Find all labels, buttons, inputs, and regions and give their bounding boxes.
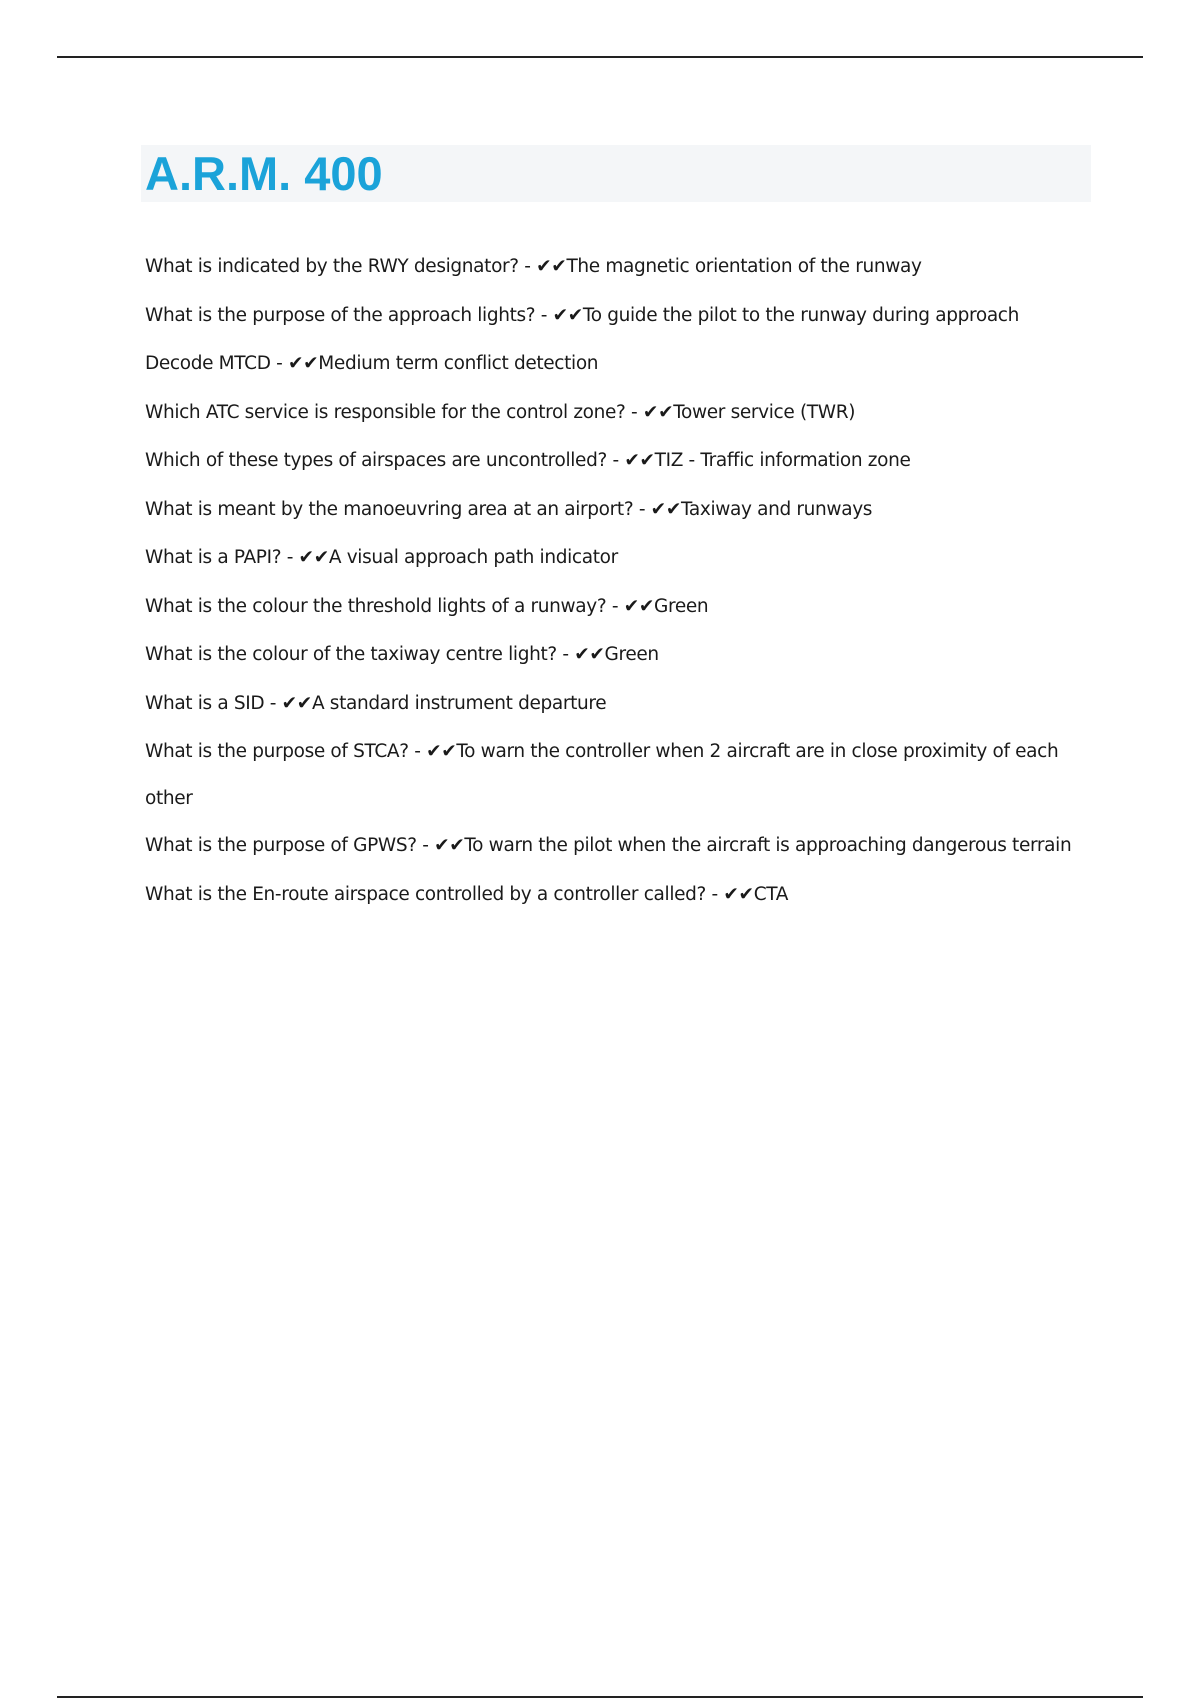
qa-item: What is the purpose of the approach lights? - ✔✔To guide the pilot to the runway during approach bbox=[145, 304, 1020, 326]
qa-list bbox=[145, 243, 1095, 919]
document-title: A.R.M. 400 bbox=[145, 147, 383, 200]
qa-item: What is meant by the manoeuvring area at an airport? - ✔✔Taxiway and runways bbox=[145, 498, 873, 520]
title-band bbox=[141, 145, 1091, 202]
qa-item: Which of these types of airspaces are uncontrolled? - ✔✔TIZ - Traffic information zone bbox=[145, 450, 911, 471]
qa-item: What is a PAPI? - ✔✔A visual approach path indicator bbox=[145, 547, 618, 568]
footer-rule bbox=[57, 1696, 1143, 1698]
qa-item: What is the En-route airspace controlled by a controller called? - ✔✔CTA bbox=[145, 883, 789, 905]
qa-item: What is the colour of the taxiway centre light? - ✔✔Green bbox=[145, 644, 659, 665]
qa-item: Decode MTCD - ✔✔Medium term conflict detection bbox=[145, 353, 599, 374]
qa-item: What is indicated by the RWY designator? - ✔✔The magnetic orientation of the runway bbox=[145, 256, 922, 277]
qa-item: What is the purpose of STCA? - ✔✔To warn the controller when 2 aircraft are in close proximity of each other bbox=[145, 741, 1059, 809]
qa-item: What is the purpose of GPWS? - ✔✔To warn the pilot when the aircraft is approaching dangerous terrain bbox=[145, 835, 1072, 856]
qa-item: What is a SID - ✔✔A standard instrument departure bbox=[145, 692, 607, 714]
header-rule bbox=[57, 56, 1143, 58]
qa-item: What is the colour the threshold lights of a runway? - ✔✔Green bbox=[145, 595, 709, 617]
qa-item: Which ATC service is responsible for the control zone? - ✔✔Tower service (TWR) bbox=[145, 401, 856, 423]
